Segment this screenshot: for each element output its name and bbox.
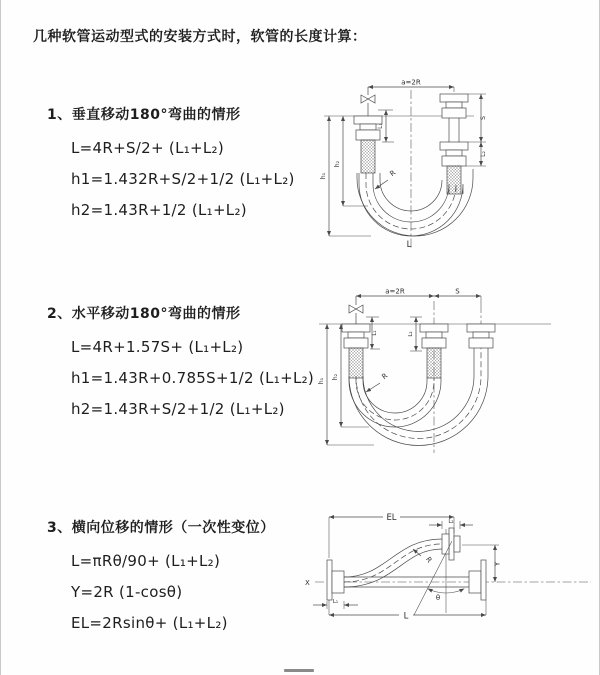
formula-length: L=4R+1.57S+ (L₁+L₂) <box>71 338 244 356</box>
dimension-l1 <box>313 599 358 609</box>
braided-hose-section <box>427 348 441 378</box>
dim-label-h1: h₁ <box>318 377 325 385</box>
dim-label-a2r: a=2R <box>401 78 421 87</box>
section-horizontal-movement <box>47 303 327 425</box>
section-1-heading: 1、垂直移动180°弯曲的情形 <box>47 107 241 123</box>
dim-label-h2: h₂ <box>334 160 341 168</box>
formula-length: L=πRθ/90+ (L₁+L₂) <box>71 552 221 570</box>
dim-label-s: S <box>455 287 460 296</box>
radius-callout <box>366 372 389 392</box>
dim-label-a2r: a=2R <box>385 287 405 296</box>
dim-label-y: Y <box>493 561 502 567</box>
diagram-horizontal-180-bend <box>314 281 564 459</box>
left-flange-fitting <box>342 324 370 378</box>
diagram-lateral-displacement <box>299 503 599 645</box>
dim-label-h1: h₁ <box>320 172 327 180</box>
dim-label-l2: L₂ <box>408 331 414 337</box>
page-title: 几种软管运动型式的安装方式时，软管的长度计算： <box>33 29 367 45</box>
right-flange-fitting <box>467 324 495 348</box>
dimension-s <box>434 288 481 305</box>
section-lateral-displacement <box>47 517 327 639</box>
braided-hose-section <box>361 140 375 173</box>
dim-label-h2: h₂ <box>332 373 339 381</box>
valve-icon <box>349 296 363 324</box>
dimension-l <box>329 600 486 622</box>
dimension-l2 <box>429 519 473 529</box>
radius-callout <box>413 549 433 564</box>
dim-label-l: L <box>403 611 409 622</box>
section-vertical-movement <box>47 104 327 226</box>
dim-label-s: S <box>480 116 487 120</box>
dimension-a2r <box>356 288 434 297</box>
center-flange-fitting <box>420 324 448 378</box>
dimension-l2 <box>408 317 422 351</box>
angle-label-theta: θ <box>435 594 441 602</box>
braided-hose-section <box>349 348 363 378</box>
hose-u-tube-moved <box>349 348 488 446</box>
section-3-heading: 3、横向位移的情形（一次性变位） <box>47 520 275 536</box>
valve-icon <box>361 87 375 116</box>
right-flange-fitting <box>469 560 486 600</box>
left-flange-fitting <box>327 560 344 600</box>
diagram-vertical-180-bend <box>316 72 566 254</box>
dimension-a2r <box>368 79 454 93</box>
length-label: L <box>406 240 412 250</box>
right-flange-fittings <box>440 94 468 194</box>
dim-label-l1: L₁ <box>372 330 378 336</box>
formula-length: L=4R+S/2+ (L₁+L₂) <box>71 139 225 157</box>
axis-label-x: X <box>305 579 310 587</box>
dim-label-l1: L₁ <box>377 123 384 129</box>
radius-label: R <box>423 555 434 565</box>
dimension-y <box>494 545 502 582</box>
hose-u-tube-original <box>349 378 441 427</box>
formula-h2: h2=1.43R+S/2+1/2 (L₁+L₂) <box>71 400 285 418</box>
formula-h1: h1=1.43R+0.785S+1/2 (L₁+L₂) <box>71 369 315 387</box>
radius-label: R <box>388 168 398 179</box>
formula-el: EL=2Rsinθ+ (L₁+L₂) <box>71 614 228 632</box>
dim-label-l2: L₂ <box>448 519 454 525</box>
formula-h2: h2=1.43R+1/2 (L₁+L₂) <box>71 201 247 219</box>
formula-h1: h1=1.432R+S/2+1/2 (L₁+L₂) <box>71 170 295 188</box>
section-2-heading: 2、水平移动180°弯曲的情形 <box>47 306 241 322</box>
dimension-el <box>329 513 454 558</box>
radius-callout <box>375 169 397 189</box>
radius-label: R <box>380 371 390 382</box>
formula-y: Y=2R (1-cosθ) <box>71 583 183 601</box>
dimension-s <box>466 94 487 166</box>
dim-label-el: EL <box>386 513 397 523</box>
dim-label-l2: L₂ <box>480 151 487 157</box>
page-footer-mark <box>284 669 314 672</box>
dim-label-l1: L₁ <box>332 599 339 605</box>
